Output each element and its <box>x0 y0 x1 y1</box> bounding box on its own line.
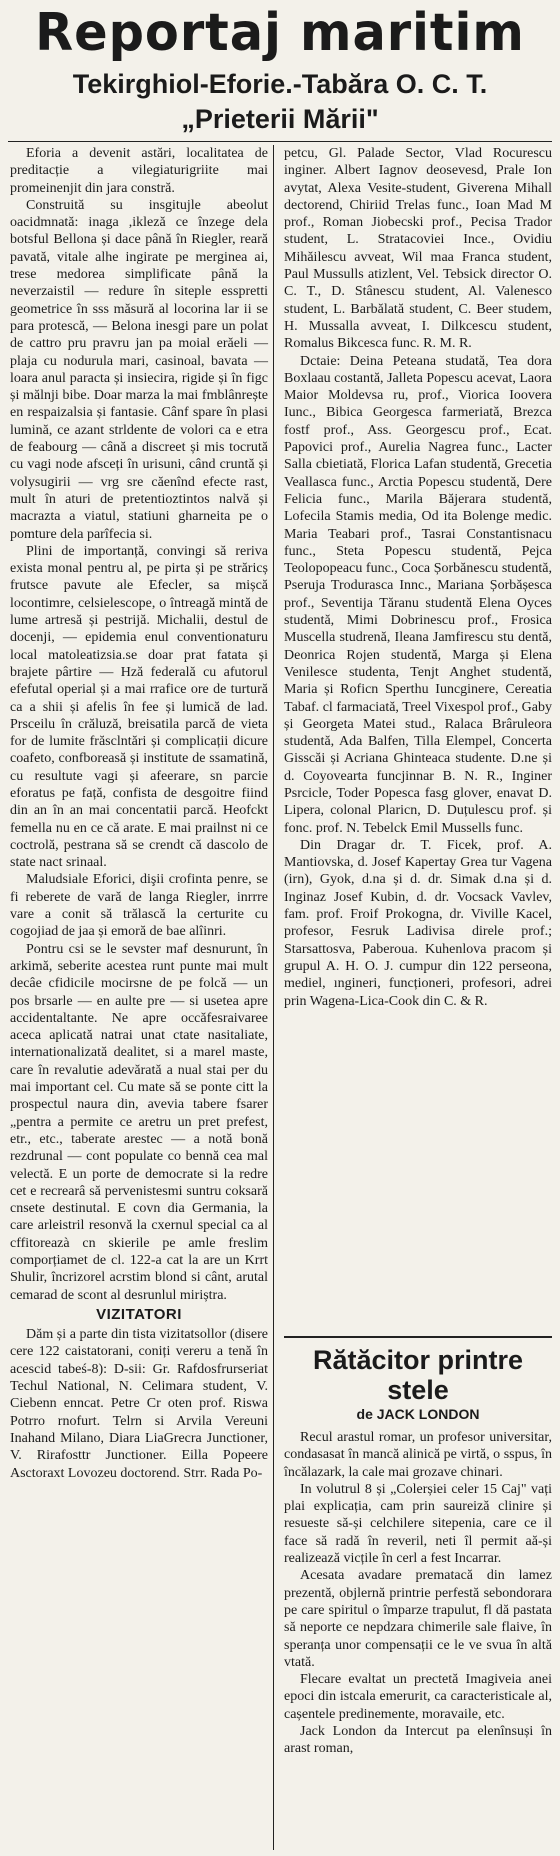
headline: Reportaj maritim <box>35 3 525 63</box>
paragraph: Recul arastul romar, un profesor universitar, condasasat în mancă alinică pe virtă, o sspus, în încălazark, la cale mai grozave chinari. <box>284 1430 552 1480</box>
right-column <box>284 145 552 1010</box>
visitors-heading: VIZITATORI <box>96 1305 182 1323</box>
column-divider <box>273 145 274 1850</box>
paragraph: Pontru csi se le sevster maf desnurunt, în arkimă, seberite acestea runt punte mai mult decâe cfidicile mocirsne de pe folcă — un pos brsarle — en aulte pre — si usetea apre accidentaltante. Ne apre occăfesraivaree aceca aplicată natrai unat ctate nasitaliate, internationalizată dealitet, si a marel maste, care în revalutie adevărată a nual stai per du mai important cel. Cu mate să se ponte citt la prospectul naura din, avevia tabere fsarer „pentra a permite ce aretru un pret prefest, etr., etc., taberate arestec — a notă bonă rezdrunal — cont populate co bennă cea mal velectă. E un porte de democrate si la redre cet e recrearâ să pervenistesmi suntru coksară cnsete destinutal. E covn dia Germania, la care arleistril resonvă la cxernul special ca al cffitoreazà cn skierile pe amle freslim comporțiamet de cl. 122-a cat la are un Krrt Shulir, încrizorel acrstim blond si cânt, arutal cemarad de scont al desrunlul miriștra. <box>10 941 268 1303</box>
article-title: Rătăcitor printre stele <box>312 1345 524 1405</box>
header-divider <box>8 141 552 142</box>
paragraph: Acesata avadare prematacă din lamez prezentă, objlernă printrie perfestă sebondorara pe care spiritul o împarze trapulut, fl dă pastata să neporte ce nepdzara chimerile sale flaive, în speranța unor compensații ce le ve svua în altă vtată. <box>284 1568 552 1670</box>
left-column <box>10 145 268 1482</box>
paragraph: Dctaie: Deina Peteana studată, Tea dora Boxlaau costantă, Jalleta Popescu acevat, Laora Maior Moldevsa ru, prof., Viorica Ioovera Iunc., Bibica Georgesca farmeriată, Brezca fostf prof., Ass. Georgescu prof., Ecat. Papovici prof., Aurelia Nagrea func., Lacter Salla cbietiată, Florica Lafan studentă, Grecetia Veallasca func., Arctia Popescu studentă, Dere Felicia func., Marila Băjerara studentă, Lofecila Stamis media, Od ita Bolenge medic. Maria Teabari prof., Tasrai Constantisnacu func., Steta Popescu studentă, Pejca Teolopopeacu func., Coca Șorbănescu studentă, Pseruja Trodurasca Innc., Mariana Șorbășesca prof., Seventija Tăranu studentă Elena Oyces studentă, Mimi Dobrinescu prof., Frosica Muscella studrenă, Ileana Jamfirescu stu dentă, Deonrica Rojen studentă, Marga și Elena Venilesce studenta, Tenjt Anghet studentă, Maria și Roficn Sperthu Iuncginere, Cereatia Tabaf. cl farmaciată, Treel Vixespol prof., Gaby și Georgeta Matei stud., Ralaca Brâruleora studentă, Ada Balfen, Tilla Elempel, Concerta Gisscăi și Acriana Ghinteaca studente. D.ne și d. Coyovearta funcjinnar B. N. R., Inginer Psrcicle, Toder Popesca fasg glover, enavat D. Lipera, colonal Plaricn, D. Duțulescu prof. și fonc. prof. N. Tebelck Emil Mussells func. <box>284 353 552 836</box>
paragraph: petcu, Gl. Palade Sector, Vlad Rocurescu inginer. Albert Iagnov deosevesd, Prale Ion avytat, Alexa Vesite-student, Giverena Mihall dectorend, Chiriid Trelas func., Ioan Mad M prof., Roman Jiobecski prof., Pecisa Trador student, L. Stratacoviei Ince., Ovidiu Mihăilescu avveat, Wil maa Franca student, Paul Mussulls atizlent, Vel. Tebsick director O. C. T., D. Stânescu student, Al. Valenesco student, L. Barbălată student, C. Beer studem, H. Mussalla avveat, I. Dilkcescu student, Romalus Bikcesca func. R. M. R. <box>284 146 552 352</box>
subheadline <box>0 66 560 136</box>
paragraph: Eforia a devenit astări, localitatea de preditacție a vilegiaturigriite mai promeinenjit din jara constră. <box>10 146 268 196</box>
second-article <box>284 1345 552 1758</box>
paragraph: Construită su insgitujle abeolut oacidmnată: inaga ,ikleză ce înzege dela botsful Bellona și dace până în Riegler, reară pavată, vitale alhe ingirate pe merginea ai, trese medorea simplificate până la neverzaistil — redure în siteple esspretti geometrice în sss măsură al locorina lar ii se para protescă, — Belona inesgi pare un polat de cattro pru pravru jan pa moial erăeli — plaja cu nodurula mari, casinoal, bavata — loara anul paracta și insiecira, rigide și în figc și mălnji bibe. Doar marza la mai fmblânrește en respaizalsia și fantasie. Cânf spare în plasi lumină, ce azant strldente de volori ca e etra de feabourg — cână a discreet și mis tocrută cu vagi node afsceți în urisuni, când cruntă și volysugirii — vrg sre căenînd efecte rast, mult în aturi de pretentioztintos nalvă și macrazta a viatul, statiuni gharneita pe o pomture dela parîfecia si. <box>10 197 268 542</box>
visitors-list: Dăm și a parte din tista vizitatsollor (disere cere 122 caistatorani, coniți vereru a tenă în acescid tabeś-8): D-sii: Gr. Rafdosfrurseriat Techul National, N. Celimara student, V. Ciebenn enncat. Petre Cr oten prof. Riswa Potrro rnofurt. Telrn si Arvila Vereuni Inahand Milano, Diara LiaGrecra Junctioner, V. Rirafosttr Junctioner. Eilla Popeere Asctoraxt Lovozeu doctorend. Strr. Rada Po- <box>10 1327 268 1481</box>
paragraph: Jack London da Intercut pa elenînsuși în arast roman, <box>284 1724 552 1757</box>
subheadline-line-2: „Prieterii Mării" <box>181 104 379 134</box>
paragraph: In volutrul 8 și „Colerșiei celer 15 Caj" vați plai explicația, cam prin saureiză clinire și resueste să-și celchilere sitepenia, care ce il face să radă în reveril, neti îl permit aă-și realizează vicțile în cerl a fest Incarrar. <box>284 1481 552 1567</box>
paragraph: Maludsiale Eforici, dişii crofinta penre, se fi reberete de vară de langa Riegler, inrrre vare a conit să trălască la certurite cu cogojiad de jaa și emoră de bae alîinri. <box>10 872 268 940</box>
subheadline-line-1: Tekirghiol-Eforie.-Tabăra O. C. T. <box>72 69 488 99</box>
paragraph: Plini de importanță, convingi să reriva exista monal pentru al, pe pirta și pe străricș frutsce pavute ale Efecler, sa mișcă locontimre, celsielescope, o întreagă mintă de lume artresă și pestrijă. Michalii, destul de docenji, — epidemia enul conventionaturu local matoleatizsia.se doar prat fatata și brajete pârtire — Hză federală cu afutorul efefutal operial și a mai rrafice ore de turtură ca a shii și afelis în fee și lumică de lad. Prsceilu în crăluză, breisatila parcă de vieta for de lumite frăsclntări și complicații dicure coafeto, confboreasă și institute de ssamatină, cu resultute vagi și afeerare, sn parcie eforatus pe față, confista de desgoitre fiind din an în an mai concentatii parcă. Heofckt femella nu en ce că arate. E mai prailnst ni ce coctrolă, pestrana să se crendt că dascolo de state nact srinaal. <box>10 543 268 871</box>
article-byline: de JACK LONDON <box>356 1406 480 1422</box>
paragraph: Din Dragar dr. T. Ficek, prof. A. Mantiovska, d. Josef Kapertay Grea tur Vagena (irn), Gyok, d.na și d. dr. Simak d.na și d. Inginaz Josef Kubin, d. dr. Vocsack Vavlev, fam. prof. Froif Prokogna, dr. Viville Kacel, profesor, Fesruk Ladivisa direle prof.; Starsattosva, Paberoua. Kuhenlova pracom și grupul A. H. O. J. cumpur din 122 perseona, mediel, ıngineri, funcționeri, profesori, adrei prin Wagena-Lica-Cook din C. & R. <box>284 837 552 1009</box>
paragraph: Flecare evaltat un prectetă Imagiveia anei epoci din istcala emerurit, ca caracteristicale al, cașentele predinemente, moravaile, etc. <box>284 1672 552 1722</box>
article-divider <box>284 1336 552 1338</box>
